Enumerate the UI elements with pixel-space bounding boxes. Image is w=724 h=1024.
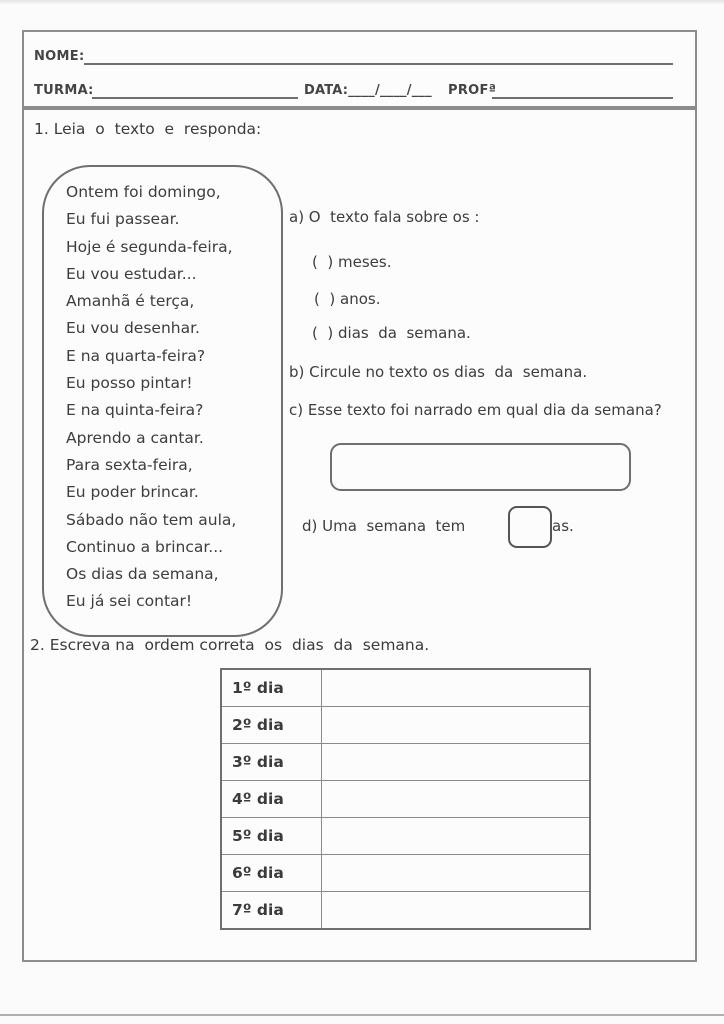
name-blank-line[interactable]	[84, 63, 673, 65]
question-c-label: c) Esse texto foi narrado em qual dia da semana?	[289, 401, 662, 419]
poem-line: Hoje é segunda-feira,	[66, 237, 233, 256]
poem-line: Eu posso pintar!	[66, 374, 193, 393]
day-answer-cell[interactable]	[322, 781, 589, 817]
day-label: 7º dia	[222, 892, 322, 928]
poem-line: Eu vou estudar...	[66, 264, 197, 283]
day-label: 5º dia	[222, 818, 322, 854]
scan-edge-bottom	[0, 1014, 724, 1016]
question-d-suffix: as.	[552, 517, 574, 535]
poem-line: Ontem foi domingo,	[66, 183, 221, 201]
table-row	[222, 817, 589, 854]
header-box	[22, 30, 697, 108]
day-answer-cell[interactable]	[322, 892, 589, 928]
poem-line: Amanhã é terça,	[66, 292, 195, 311]
day-label: 1º dia	[222, 670, 322, 706]
scan-edge-top	[0, 0, 724, 5]
day-label: 2º dia	[222, 707, 322, 743]
poem-text	[66, 179, 273, 616]
question-1-title: 1. Leia o texto e responda:	[34, 120, 262, 138]
question-d-answer-box[interactable]	[508, 506, 552, 548]
day-answer-cell[interactable]	[322, 855, 589, 891]
poem-line: Para sexta-feira,	[66, 455, 193, 474]
poem-line: Aprendo a cantar.	[66, 428, 204, 447]
poem-box	[42, 165, 283, 637]
table-row	[222, 743, 589, 780]
day-label: 3º dia	[222, 744, 322, 780]
teacher-label: PROFª	[448, 83, 497, 98]
teacher-blank-line[interactable]	[492, 97, 673, 99]
class-blank-line[interactable]	[92, 97, 298, 99]
poem-line: Eu poder brincar.	[66, 483, 199, 502]
question-c-answer-box[interactable]	[330, 443, 631, 491]
option-dias-da-semana[interactable]: ( ) dias da semana.	[312, 324, 471, 342]
name-label: NOME:	[34, 49, 85, 64]
day-answer-cell[interactable]	[322, 707, 589, 743]
class-label: TURMA:	[34, 83, 94, 98]
day-label: 4º dia	[222, 781, 322, 817]
day-answer-cell[interactable]	[322, 744, 589, 780]
days-table	[220, 668, 591, 930]
table-row	[222, 891, 589, 928]
poem-line: Eu fui passear.	[66, 210, 180, 229]
question-b-label: b) Circule no texto os dias da semana.	[289, 363, 588, 381]
day-answer-cell[interactable]	[322, 670, 589, 706]
poem-line: Eu já sei contar!	[66, 592, 193, 611]
question-d-label: d) Uma semana tem	[302, 517, 466, 535]
day-answer-cell[interactable]	[322, 818, 589, 854]
main-content-box	[22, 108, 697, 962]
question-a-label: a) O texto fala sobre os :	[289, 208, 480, 226]
table-row	[222, 780, 589, 817]
table-row	[222, 670, 589, 706]
date-label[interactable]: DATA:____/____/___	[304, 83, 432, 98]
question-2-title: 2. Escreva na ordem correta os dias da semana.	[30, 636, 430, 654]
poem-line: Continuo a brincar...	[66, 537, 224, 556]
option-meses[interactable]: ( ) meses.	[312, 253, 392, 271]
poem-line: E na quarta-feira?	[66, 346, 206, 365]
poem-line: Sábado não tem aula,	[66, 510, 237, 529]
poem-line: Eu vou desenhar.	[66, 319, 200, 338]
table-row	[222, 706, 589, 743]
option-anos[interactable]: ( ) anos.	[314, 290, 381, 308]
day-label: 6º dia	[222, 855, 322, 891]
poem-line: E na quinta-feira?	[66, 401, 204, 420]
poem-line: Os dias da semana,	[66, 565, 219, 584]
table-row	[222, 854, 589, 891]
